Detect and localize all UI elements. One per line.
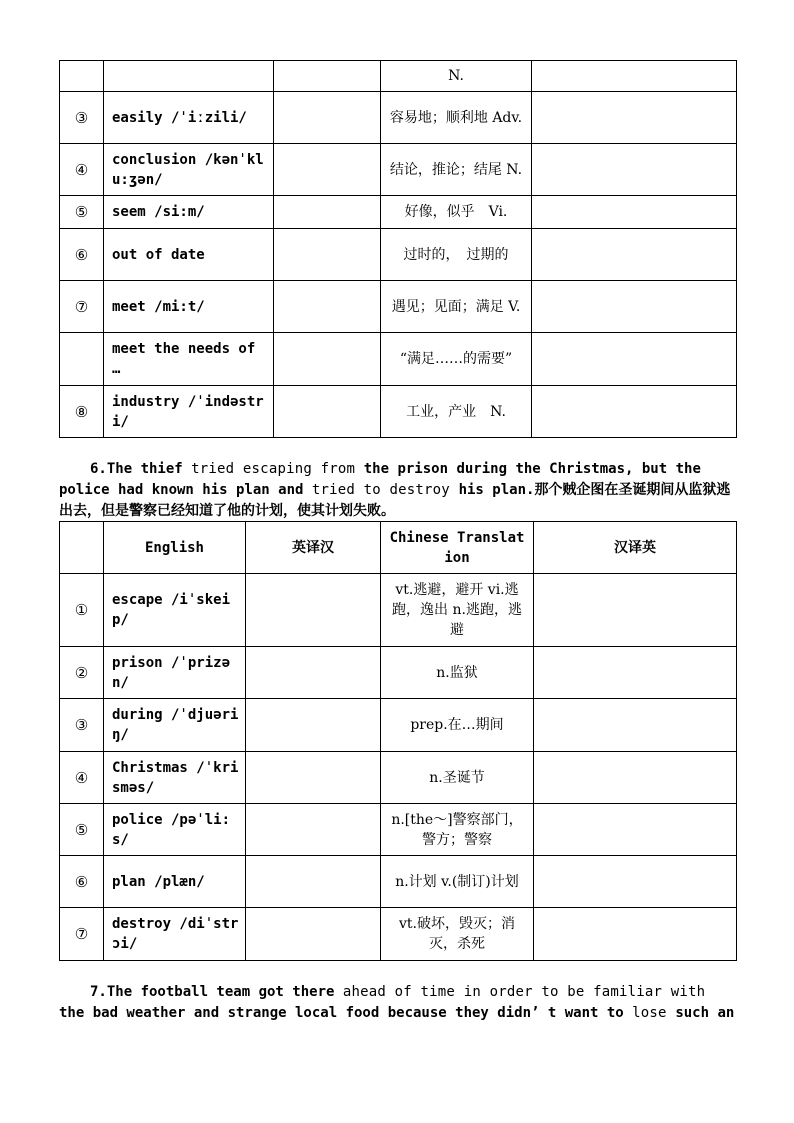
table-row <box>60 196 737 229</box>
row-number: ③ <box>60 699 104 752</box>
vocab-table-1 <box>59 60 737 438</box>
row-number: ④ <box>60 144 104 196</box>
e2c-cell[interactable] <box>246 647 381 699</box>
sentence-text: such an <box>675 1005 735 1021</box>
sentence-text: the prison during the Christmas, but the police had known his plan and <box>59 461 701 498</box>
c2e-cell[interactable] <box>534 856 737 908</box>
chinese-cell: 容易地；顺利地 Adv. <box>381 92 532 144</box>
word-cell: seem /si:m/ <box>104 196 274 229</box>
header-chinese-translation: Chinese Translation <box>381 522 534 574</box>
chinese-cell: N. <box>381 61 532 92</box>
e2c-cell[interactable] <box>246 699 381 752</box>
e2c-cell[interactable] <box>274 144 381 196</box>
chinese-cell: 遇见；见面；满足 V. <box>381 281 532 333</box>
word-cell: escape /iˈskeip/ <box>104 574 246 647</box>
row-number: ② <box>60 647 104 699</box>
e2c-cell[interactable] <box>274 386 381 438</box>
header-e2c: 英译汉 <box>246 522 381 574</box>
word-cell: plan /plæn/ <box>104 856 246 908</box>
header-num <box>60 522 104 574</box>
e2c-cell[interactable] <box>246 804 381 856</box>
c2e-cell[interactable] <box>532 229 737 281</box>
chinese-cell: n.监狱 <box>381 647 534 699</box>
chinese-cell: 工业，产业 N. <box>381 386 532 438</box>
sentence-text: 7.The football team got there <box>90 984 343 1000</box>
blank-answer: tried escaping from <box>191 461 364 477</box>
row-number: ① <box>60 574 104 647</box>
chinese-cell: 过时的， 过期的 <box>381 229 532 281</box>
c2e-cell[interactable] <box>532 92 737 144</box>
e2c-cell[interactable] <box>274 229 381 281</box>
c2e-cell[interactable] <box>534 804 737 856</box>
table-header-row <box>60 522 737 574</box>
e2c-cell[interactable] <box>246 856 381 908</box>
row-number: ③ <box>60 92 104 144</box>
sentence-7 <box>59 982 737 1024</box>
word-cell: during /ˈdjuəriŋ/ <box>104 699 246 752</box>
row-number: ⑧ <box>60 386 104 438</box>
sentence-text: the bad weather and strange local food because they didn’ t want to <box>59 1005 633 1021</box>
chinese-cell: 结论，推论；结尾 N. <box>381 144 532 196</box>
c2e-cell[interactable] <box>534 908 737 961</box>
row-number: ⑦ <box>60 908 104 961</box>
word-cell: conclusion /kənˈklu:ʒən/ <box>104 144 274 196</box>
word-cell: meet /mi:t/ <box>104 281 274 333</box>
row-number <box>60 333 104 386</box>
table-row <box>60 281 737 333</box>
chinese-cell: n.[the～]警察部门，警方；警察 <box>381 804 534 856</box>
table-row <box>60 333 737 386</box>
chinese-cell: vt.逃避，避开 vi.逃跑，逸出 n.逃跑，逃避 <box>381 574 534 647</box>
c2e-cell[interactable] <box>534 699 737 752</box>
table-row <box>60 144 737 196</box>
c2e-cell[interactable] <box>532 333 737 386</box>
c2e-cell[interactable] <box>532 386 737 438</box>
word-cell: meet the needs of … <box>104 333 274 386</box>
row-number: ④ <box>60 752 104 804</box>
chinese-cell: “满足……的需要” <box>381 333 532 386</box>
sentence-text: his plan. <box>458 482 535 498</box>
c2e-cell[interactable] <box>534 574 737 647</box>
table-row <box>60 699 737 752</box>
e2c-cell[interactable] <box>246 752 381 804</box>
word-cell: easily /ˈiːzili/ <box>104 92 274 144</box>
row-number: ⑦ <box>60 281 104 333</box>
row-number <box>60 61 104 92</box>
blank-answer: in order to be familiar with <box>463 984 706 1000</box>
row-number: ⑥ <box>60 229 104 281</box>
c2e-cell[interactable] <box>532 144 737 196</box>
e2c-cell[interactable] <box>274 281 381 333</box>
sentence-text: 6.The thief <box>90 461 192 477</box>
row-number: ⑤ <box>60 196 104 229</box>
e2c-cell[interactable] <box>274 61 381 92</box>
blank-answer: ahead of time <box>342 984 464 1000</box>
sentence-6 <box>59 459 737 522</box>
c2e-cell[interactable] <box>532 61 737 92</box>
chinese-cell: vt.破坏，毁灭；消灭，杀死 <box>381 908 534 961</box>
chinese-cell: 好像，似乎 Vi. <box>381 196 532 229</box>
word-cell: Christmas /ˈkrisməs/ <box>104 752 246 804</box>
e2c-cell[interactable] <box>274 333 381 386</box>
e2c-cell[interactable] <box>246 908 381 961</box>
table-row <box>60 647 737 699</box>
word-cell: out of date <box>104 229 274 281</box>
word-cell: prison /ˈprizən/ <box>104 647 246 699</box>
chinese-cell: prep.在…期间 <box>381 699 534 752</box>
table-row <box>60 856 737 908</box>
word-cell: destroy /diˈstrɔi/ <box>104 908 246 961</box>
c2e-cell[interactable] <box>534 752 737 804</box>
e2c-cell[interactable] <box>246 574 381 647</box>
table-row <box>60 804 737 856</box>
chinese-cell: n.计划 v.(制订)计划 <box>381 856 534 908</box>
e2c-cell[interactable] <box>274 196 381 229</box>
table-row <box>60 386 737 438</box>
row-number: ⑤ <box>60 804 104 856</box>
table-row <box>60 61 737 92</box>
table-row <box>60 908 737 961</box>
e2c-cell[interactable] <box>274 92 381 144</box>
c2e-cell[interactable] <box>534 647 737 699</box>
chinese-cell: n.圣诞节 <box>381 752 534 804</box>
word-cell: industry /ˈindəstri/ <box>104 386 274 438</box>
header-c2e: 汉译英 <box>534 522 737 574</box>
header-english: English <box>104 522 246 574</box>
row-number: ⑥ <box>60 856 104 908</box>
word-cell <box>104 61 274 92</box>
table-row <box>60 229 737 281</box>
c2e-cell[interactable] <box>532 196 737 229</box>
c2e-cell[interactable] <box>532 281 737 333</box>
table-row <box>60 574 737 647</box>
sentence-translation: 那个贼企图在圣诞期间从监狱逃出去，但是警察已经知道了他的计划，使其计划失败。 <box>59 482 731 519</box>
table-row <box>60 752 737 804</box>
blank-answer: tried to destroy <box>311 482 459 498</box>
table-row <box>60 92 737 144</box>
vocab-table-2 <box>59 521 737 961</box>
blank-answer: lose <box>632 1005 676 1021</box>
word-cell: police /pəˈli:s/ <box>104 804 246 856</box>
